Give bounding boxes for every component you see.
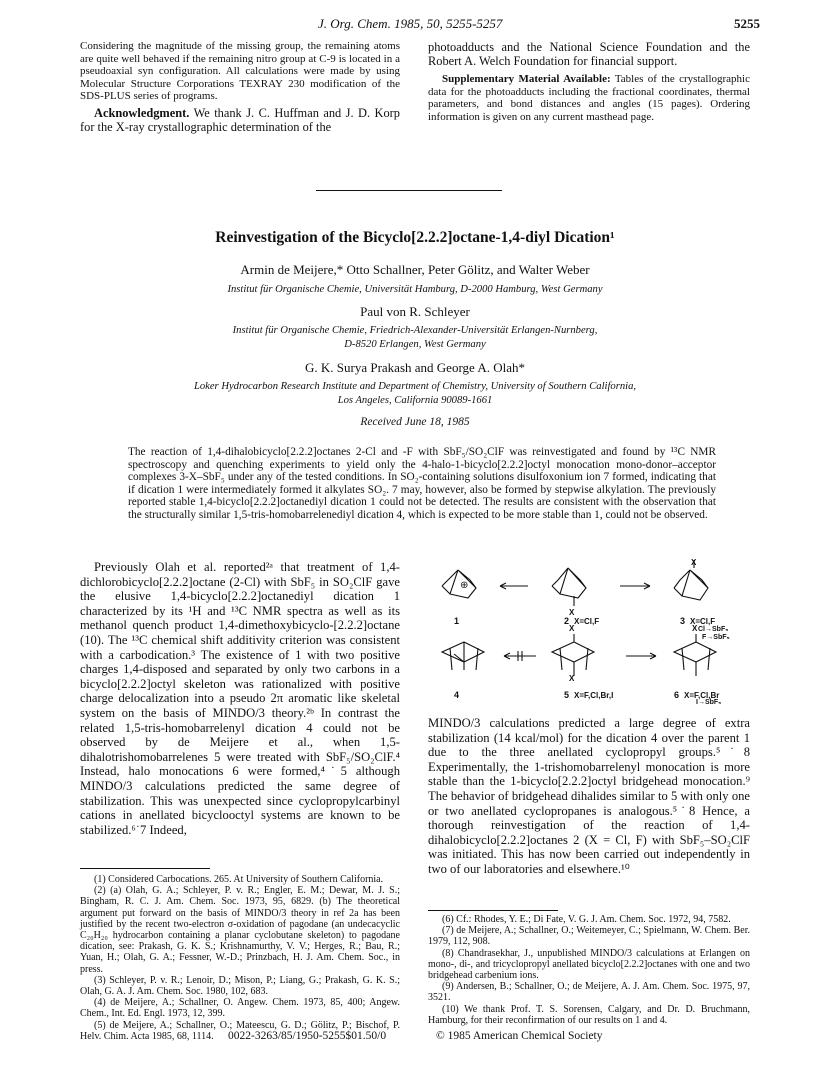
label-compound-1: 1 — [454, 616, 460, 626]
atom-x-structure-6: X — [692, 624, 698, 633]
footnote-10: (10) We thank Prof. T. S. Sorensen, Calgary, and Dr. D. Bruchmann, Hamburg, for their reconfirmation of our results on 1 and 4. — [428, 1003, 750, 1026]
footnote-6: (6) Cf.: Rhodes, Y. E.; Di Fate, V. G. J. Am. Chem. Soc. 1972, 94, 7582. — [442, 914, 731, 925]
affiliation-usc-line2: Los Angeles, California 90089-1661 — [337, 395, 493, 406]
label-compound-6: 6 — [674, 690, 680, 700]
label-compound-6-i-complex: I→SbF₅ — [696, 699, 722, 706]
author-schleyer: Paul von R. Schleyer — [360, 304, 470, 319]
footnote-2: (2) (a) Olah, G. A.; Schleyer, P. v. R.; Engler, E. M.; Dewar, M. J. S.; Bingham, R. C. J. Am. Chem. Soc. 1973, 95, 6829. (b) The theoretical argument put forward on the basis of MINDO/3 theory in ref 2a has been justified by the recent two-electron σ-oxidation of pagodane (an undecacyclic C₂₀H₂₀ hydrocarbon containing a planar cyclobutane skeleton) to pagodane dication, see: Prakash, G. K. S.; Krishnamurthy, V. V.; Herges, R.; Bau, R.; Yuan, H.; Olah, G. A.; Fessner, W.-D.; Prinzbach, H. J. Am. Chem. Soc., in press. — [80, 885, 400, 975]
abstract: The reaction of 1,4-dihalobicyclo[2.2.2]octanes 2-Cl and -F with SbF₅/SO₂ClF was reinvestigated and found by ¹³C NMR spectroscopy and quenching experiments to yield only the 4-halo-1-bicyclo[2.2.2]octyl monocation mono-donor–acceptor complexes 3-X–SbF₅ under any of the tested conditions. In SO₂-containing solutions disulfoxonium ion 7 formed, indicating that if dication 1 were intermediately formed it alkylates SO₂. 7 may, however, also be formed by stepwise alkylation. The previously reported stable 1,4-bicyclo[2.2.2]octanediyl dication 1 could not be detected. The results are consistent with the observation that the structurally similar 1,5-tris-homobarrelenediyl dication 4, which is expected to be more stable than 1, could not be observed. — [128, 446, 716, 521]
label-compound-3: 3 — [680, 616, 686, 626]
prev-article-right — [428, 40, 750, 123]
footnotes-left — [80, 874, 400, 1042]
authors-hamburg: Armin de Meijere,* Otto Schallner, Peter Gölitz, and Walter Weber — [240, 262, 590, 277]
affiliation-hamburg: Institut für Organische Chemie, Universität Hamburg, D-2000 Hamburg, West Germany — [227, 284, 603, 295]
atom-x-structure-2: X — [569, 608, 575, 617]
footnote-3: (3) Schleyer, P. v. R.; Lenoir, D.; Mison, P.; Liang, G.; Prakash, G. K. S.; Olah, G. A. J. Am. Chem. Soc. 1980, 102, 683. — [80, 974, 400, 998]
body-text-right: MINDO/3 calculations predicted a large degree of extra stabilization (14 kcal/mol) for the dication 4 over the parent 1 due to the three anellated cyclopropyl groups.⁵˙8 Experimentally, the 1-trishomobarrelenyl monocation is more stable than the 1-bicyclo[2.2.2]octyl bridgehead monocation.⁹ The behavior of bridgehead dihalides similar to 5 with only one or two anellated cyclopropanes is analogous.⁵˙8 Hence, a thorough reinvestigation of the reaction of 1,4-dihalobicyclo[2.2.2]octanes 2 (X = Cl, F) with SbF₅–SO₂ClF was initiated. This has now been carried out independently in two of our laboratories and elsewhere.¹⁰ — [428, 716, 750, 876]
footnote-4: (4) de Meijere, A.; Schallner, O. Angew. Chem. 1973, 85, 400; Angew. Chem., Int. Ed. Engl. 1973, 12, 399. — [80, 997, 400, 1020]
atom-x-structure-3: X — [691, 558, 697, 567]
footnote-8: (8) Chandrasekhar, J., unpublished MINDO/3 calculations at Erlangen on mono-, di-, and tricyclopropyl anellated bicyclo[2.2.2]octanes with one and two bridgehead carbenium ions. — [428, 947, 750, 982]
footnote-5: (5) de Meijere, A.; Schallner, O.; Mateescu, G. D.; Gölitz, P.; Bischof, P. Helv. Chim. Acta 1985, 68, 1114. — [80, 1019, 400, 1042]
authors-usc: G. K. Surya Prakash and George A. Olah* — [305, 360, 525, 375]
reaction-scheme — [428, 558, 750, 710]
label-compound-4: 4 — [454, 690, 460, 700]
label-compound-2-substituents: X=Cl,F — [574, 617, 600, 626]
acknowledgment-label: Acknowledgment. — [94, 105, 190, 120]
footnote-9: (9) Andersen, B.; Schallner, O.; de Meijere, A. J. Am. Chem. Soc. 1975, 97, 3521. — [428, 981, 750, 1004]
supplementary-label: Supplementary Material Available: — [442, 73, 611, 85]
label-compound-3-substituents: X=Cl,F — [690, 617, 716, 626]
footnote-1: (1) Considered Carbocations. 265. At University of Southern California. — [94, 874, 384, 885]
issn-price-code: 0022-3263/85/1950-5255$01.50/0 — [228, 1030, 387, 1042]
acknowledgment — [80, 106, 400, 134]
structure-4 — [442, 642, 484, 670]
prev-article-paragraph: Considering the magnitude of the missing group, the remaining atoms are quite well behaved if the remaining nitro group at C-9 is located in a pseudoaxial syn configuration. All calculations were made by using Molecular Structure Corporations TEXRAY 230 modification of the SDS-PLUS series of programs. — [80, 40, 400, 103]
footnote-rule-right — [428, 910, 558, 911]
atom-x-structure-5a: X — [569, 624, 575, 633]
received-date: Received June 18, 1985 — [360, 416, 470, 428]
journal-header: J. Org. Chem. 1985, 50, 5255-5257 — [318, 16, 503, 31]
affiliation-erlangen-line1: Institut für Organische Chemie, Friedrich-Alexander-Universität Erlangen-Nurnberg, — [232, 325, 598, 336]
prev-article-left — [80, 40, 400, 134]
page-number: 5255 — [734, 16, 760, 31]
footnotes-right — [428, 914, 750, 1026]
label-compound-3-cl-complex: Cl→SbF₅ — [698, 626, 729, 633]
label-compound-5: 5 — [564, 690, 570, 700]
footnote-rule-left — [80, 868, 210, 869]
affiliation-erlangen-line2: D-8520 Erlangen, West Germany — [344, 339, 486, 350]
affiliation-usc-line1: Loker Hydrocarbon Research Institute and Department of Chemistry, University of Southern California, — [193, 381, 637, 392]
structure-1 — [442, 570, 476, 598]
cation-charge-symbol: ⊕ — [460, 580, 469, 591]
body-text-left: Previously Olah et al. reported²ᵃ that treatment of 1,4-dichlorobicyclo[2.2.2]octane (2-Cl) with SbF₅ in SO₂ClF gave the elusive 1,4-bicyclo[2.2.2]octanediyl dication 1 characterized by its ¹H and ¹³C NMR spectra as well as its methanol quench product 1,4-dimethoxybicyclo-[2.2.2]octane (10). The ¹³C chemical shift additivity criterion was consistent with a carbodication.³ The existence of 1 with two positive charges 1,4-disposed and separated by only two carbons in a bicyclo[2.2.2]octyl skeleton was rationalized with positive charge delocalization into a pseudo 2π aromatic like skeletal system on the basis of MINDO/3 theory.²ᵇ In contrast the related 1,5-tris-homobarrelenyl dication 4 could not be observed by de Meijere et al., when 1,5-dihalotrishomobarrelenes 5 were treated with SbF₅/SO₂ClF.⁴ Instead, halo monocations 6 were formed,⁴˙5 although MINDO/3 calculations predicted the same degree of stabilization. This was unexpected since cyclopropylcarbinyl cations in anellated bicyclooctyl systems are known to be stabilized.⁶˙7 Indeed, — [80, 560, 400, 837]
supplementary-text: Tables of the crystallographic data for the photoadducts including the fractional coordinates, thermal parameters, and bond distances and angles (15 pages). Ordering information is given on any current masthead page. — [428, 73, 750, 123]
atom-x-structure-5b: X — [569, 674, 575, 683]
separator-rule — [316, 190, 502, 191]
structure-2 — [552, 568, 586, 606]
label-compound-3-f-complex: F→SbF₅ — [702, 634, 730, 641]
article-title: Reinvestigation of the Bicyclo[2.2.2]octane-1,4-diyl Dication¹ — [215, 229, 615, 246]
label-compound-5-substituents: X=F,Cl,Br,I — [574, 691, 614, 700]
label-compound-2: 2 — [564, 616, 570, 626]
supplementary-material — [428, 73, 750, 123]
copyright: © 1985 American Chemical Society — [436, 1030, 603, 1042]
structure-5 — [552, 634, 594, 676]
funding-text: photoadducts and the National Science Foundation and the Robert A. Welch Foundation for financial support. — [428, 40, 750, 68]
label-compound-6-substituents: X=F,Cl,Br — [684, 691, 720, 700]
footnote-7: (7) de Meijere, A.; Schallner, O.; Weitemeyer, C.; Spielmann, W. Chem. Ber. 1979, 112, 908. — [428, 925, 750, 948]
acknowledgment-text: We thank J. C. Huffman and J. D. Korp for the X-ray crystallographic determination of the — [80, 105, 401, 134]
